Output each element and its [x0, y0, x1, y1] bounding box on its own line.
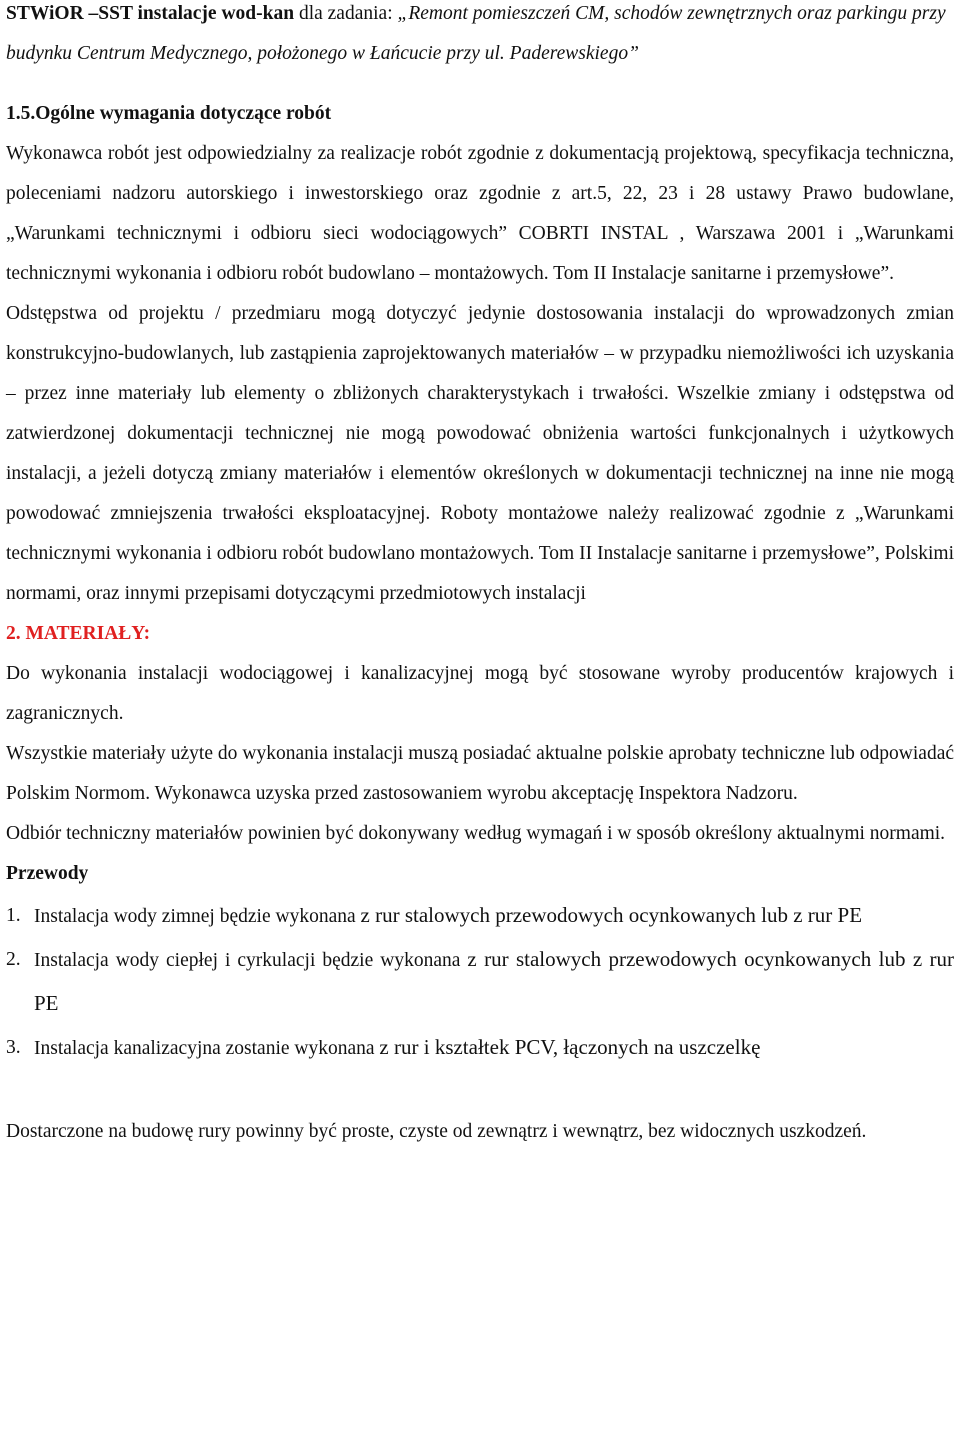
materials-title: 2. MATERIAŁY: — [6, 623, 151, 644]
header-task: „Remont pomieszczeń CM, schodów zewnętrznych oraz parkingu przy budynku Centrum Medycznego, położonego w Łańcucie przy ul. Paderewskiego” — [6, 3, 946, 64]
list-item-text-b: z rur stalowych przewodowych ocynkowanych lub z rur PE — [34, 947, 954, 1015]
list-item-number: 1. — [6, 905, 21, 926]
list-item-number: 3. — [6, 1037, 21, 1058]
list-item-text-a: Instalacja wody zimnej będzie wykonana — [34, 906, 361, 927]
section-title: 1.5.Ogólne wymagania dotyczące robót — [6, 103, 332, 124]
section-paragraph-1: Wykonawca robót jest odpowiedzialny za realizacje robót zgodnie z dokumentacją projektową, specyfikacja techniczna, poleceniami nadzoru autorskiego i inwestorskiego oraz zgodnie z art.5, 22, 23 i 28 ustawy Prawo budowlane, „Warunkami technicznymi i odbioru sieci wodociągowych” COBRTI INSTAL , Warszawa 2001 i „Warunkami technicznymi wykonania i odbioru robót budowlano – montażowych. Tom II Instalacje sanitarne i przemysłowe”. — [6, 143, 954, 284]
list-item-text-b: z rur stalowych przewodowych ocynkowanych lub z rur PE — [360, 903, 863, 927]
list-item-text-b: z rur i kształtek PCV, łączonych na uszczelkę — [379, 1035, 761, 1059]
materials-paragraph-1: Do wykonania instalacji wodociągowej i kanalizacyjnej mogą być stosowane wyroby producentów krajowych i zagranicznych. — [6, 663, 954, 724]
list-item-text — [34, 894, 954, 938]
header-organization: STWiOR –SST instalacje wod-kan — [6, 3, 295, 24]
list-item-text — [34, 938, 954, 1026]
list-item-text — [34, 1026, 954, 1070]
pipes-title: Przewody — [6, 863, 89, 884]
list-item — [6, 894, 954, 938]
list-item-text-a: Instalacja wody ciepłej i cyrkulacji będzie wykonana — [34, 950, 468, 971]
list-item — [6, 938, 954, 1026]
document-header — [6, 0, 954, 74]
header-prefix: dla zadania: — [294, 3, 398, 24]
materials-paragraph-4: Dostarczone na budowę rury powinny być proste, czyste od zewnątrz i wewnątrz, bez widocznych uszkodzeń. — [6, 1121, 867, 1142]
materials-paragraph-2: Wszystkie materiały użyte do wykonania instalacji muszą posiadać aktualne polskie aprobaty techniczne lub odpowiadać Polskim Normom. Wykonawca uzyska przed zastosowaniem wyrobu akceptację Inspektora Nadzoru. — [6, 743, 954, 804]
section-paragraph-2: Odstępstwa od projektu / przedmiaru mogą dotyczyć jedynie dostosowania instalacji do wprowadzonych zmian konstrukcyjno-budowlanych, lub zastąpienia zaprojektowanych materiałów – w przypadku niemożliwości ich uzyskania – przez inne materiały lub elementy o zbliżonych charakterystykach i trwałości. Wszelkie zmiany i odstępstwa od zatwierdzonej dokumentacji technicznej nie mogą powodować obniżenia wartości funkcjonalnych i użytkowych instalacji, a jeżeli dotyczą zmiany materiałów i elementów określonych w dokumentacji technicznej na inne nie mogą powodować zmniejszenia trwałości eksploatacyjnej. Roboty montażowe należy realizować zgodnie z „Warunkami technicznymi wykonania i odbioru robót budowlano montażowych. Tom II Instalacje sanitarne i przemysłowe”, Polskimi normami, oraz innymi przepisami dotyczącymi przedmiotowych instalacji — [6, 303, 954, 604]
pipes-list — [6, 894, 954, 1070]
list-item-text-a: Instalacja kanalizacyjna zostanie wykonana — [34, 1038, 380, 1059]
list-item — [6, 1026, 954, 1070]
materials-paragraph-3: Odbiór techniczny materiałów powinien być dokonywany według wymagań i w sposób określony aktualnymi normami. — [6, 823, 946, 844]
spacer — [6, 1070, 954, 1112]
list-item-number: 2. — [6, 949, 21, 970]
